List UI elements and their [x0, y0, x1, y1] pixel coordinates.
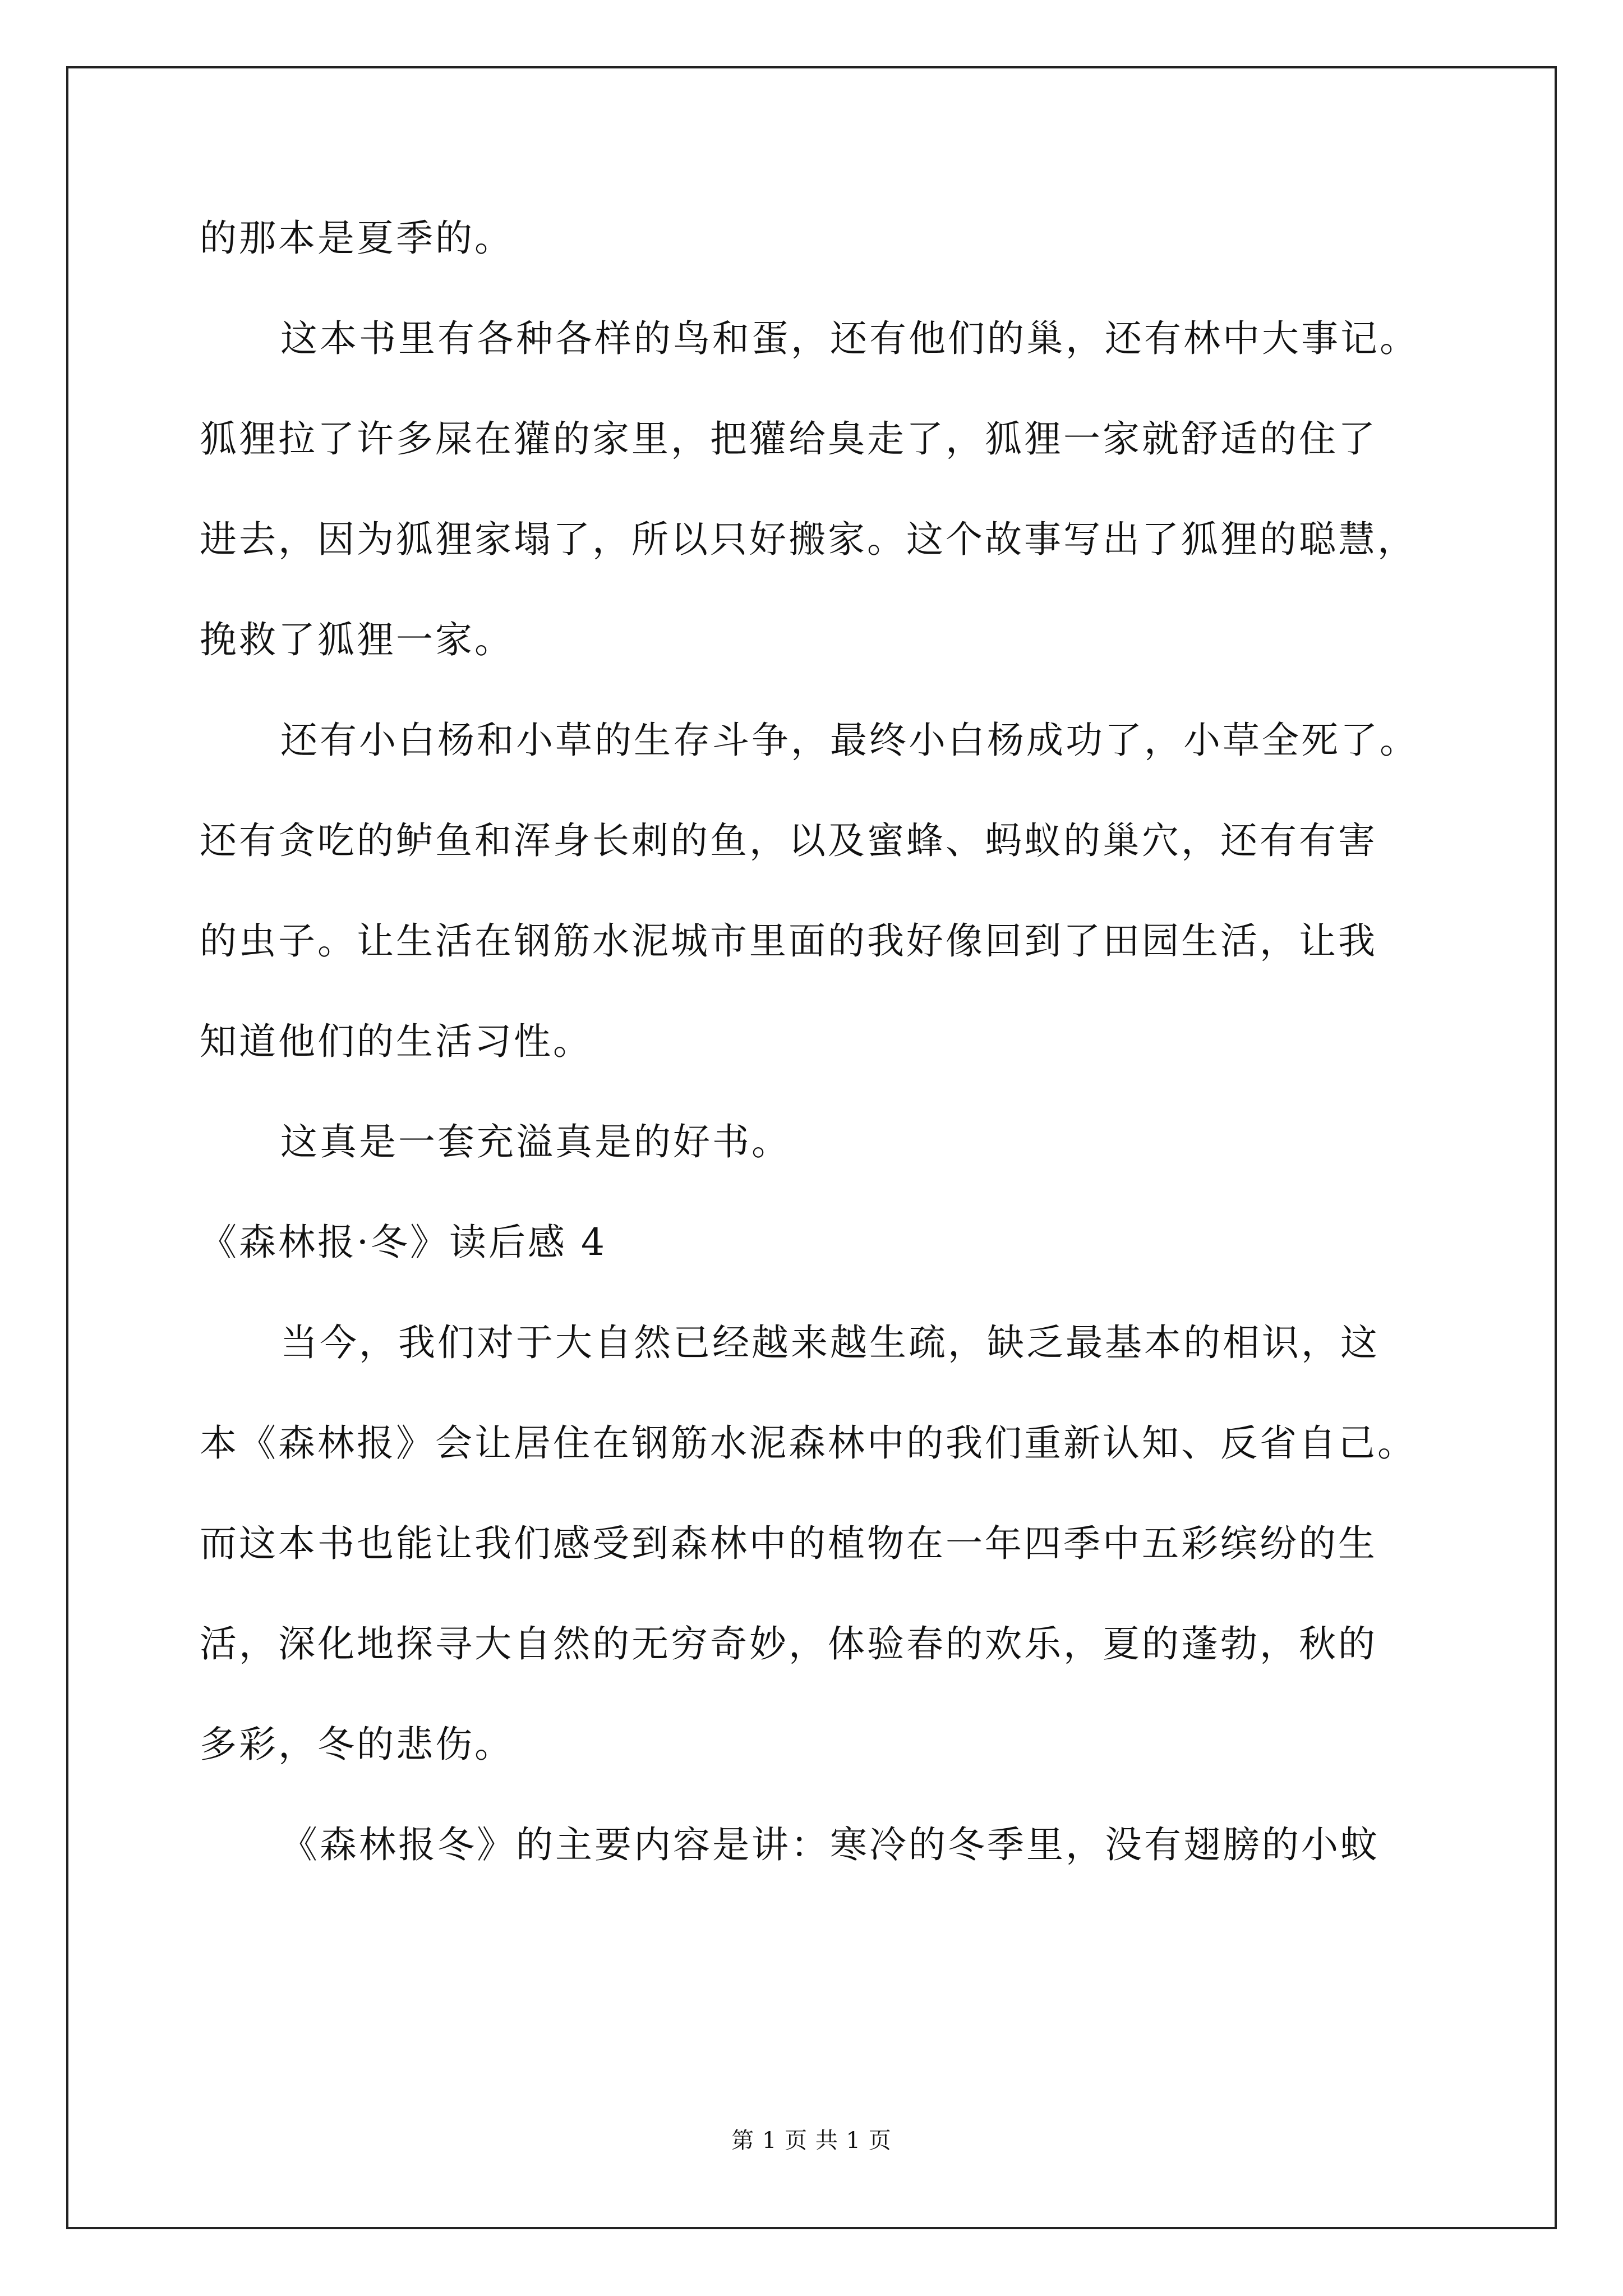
text-line: 的那本是夏季的。 — [200, 217, 514, 260]
text-line: 挽救了狐狸一家。 — [200, 618, 514, 661]
text-line: 的虫子。让生活在钢筋水泥城市里面的我好像回到了田园生活，让我 — [200, 919, 1377, 963]
text-line: 进去，因为狐狸家塌了，所以只好搬家。这个故事写出了狐狸的聪慧， — [200, 518, 1417, 561]
paragraph-line: 这本书里有各种各样的鸟和蛋，还有他们的巢，还有林中大事记。 — [280, 317, 1419, 360]
section-heading: 《森林报·冬》读后感 4 — [200, 1221, 607, 1264]
paragraph-line: 《森林报冬》的主要内容是讲：寒冷的冬季里，没有翅膀的小蚊 — [280, 1823, 1380, 1866]
text-line: 多彩，冬的悲伤。 — [200, 1723, 514, 1766]
paragraph-line: 当今，我们对于大自然已经越来越生疏，缺乏最基本的相识，这 — [280, 1321, 1380, 1364]
text-line: 活，深化地探寻大自然的无穷奇妙，体验春的欢乐，夏的蓬勃，秋的 — [200, 1622, 1377, 1665]
text-line: 狐狸拉了许多屎在獾的家里，把獾给臭走了，狐狸一家就舒适的住了 — [200, 417, 1377, 461]
text-line: 知道他们的生活习性。 — [200, 1020, 592, 1063]
text-line: 还有贪吃的鲈鱼和浑身长刺的鱼，以及蜜蜂、蚂蚁的巢穴，还有有害 — [200, 819, 1377, 862]
text-line: 而这本书也能让我们感受到森林中的植物在一年四季中五彩缤纷的生 — [200, 1522, 1377, 1565]
page-footer: 第 1 页 共 1 页 — [731, 2128, 892, 2154]
paragraph-line: 还有小白杨和小草的生存斗争，最终小白杨成功了，小草全死了。 — [280, 719, 1419, 762]
text-line: 本《森林报》会让居住在钢筋水泥森林中的我们重新认知、反省自己。 — [200, 1421, 1417, 1465]
paragraph-line: 这真是一套充溢真是的好书。 — [280, 1120, 791, 1163]
